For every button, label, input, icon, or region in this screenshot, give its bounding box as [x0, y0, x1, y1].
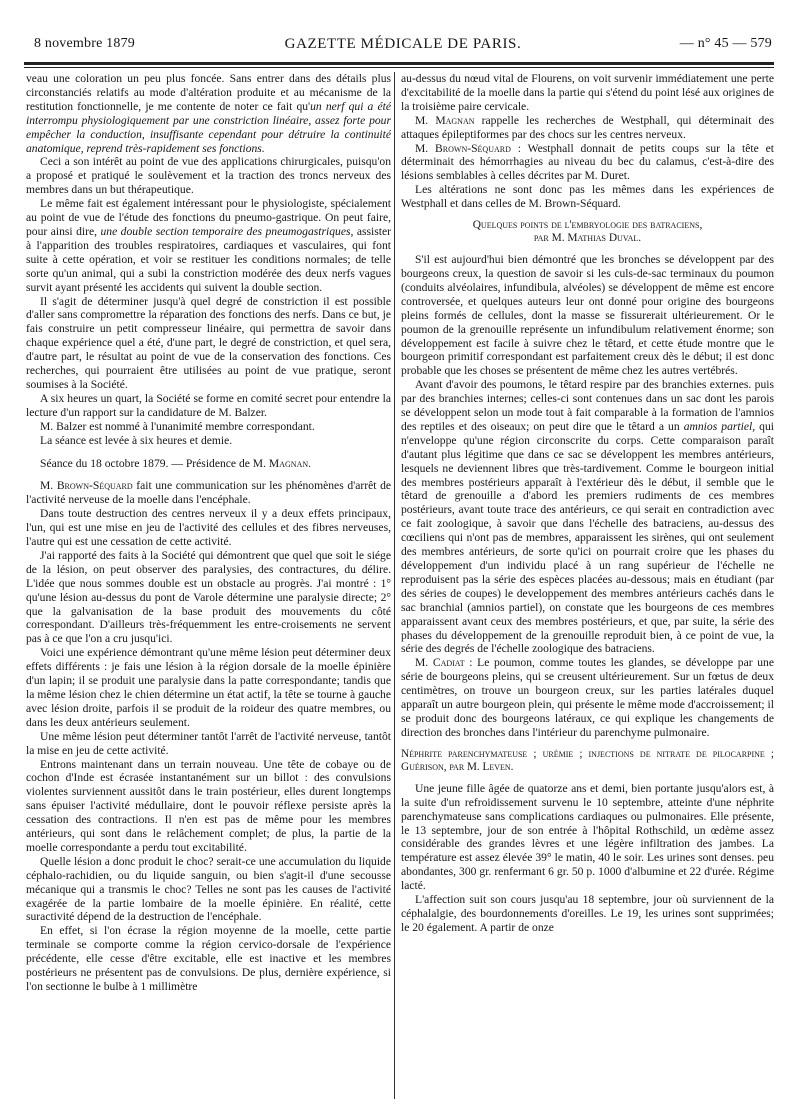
- paragraph: M. Cadiat : Le poumon, comme toutes les glandes, se développe par une série de bourgeons pleins, qui se creusent ultérieurement. Sur un fœtus de deux centimètres, on trouve un bourgeon creux, sur les parties latérales duquel apparaît un autre bourgeon plein, qui présente le même mode d'accroissement; il se produit donc des bourgeons latéraux, ce qui explique les changements de direction des bronches dans l'intérieur du parenchyme pulmonaire.: [401, 656, 774, 739]
- paragraph: M. Brown-Séquard fait une communication sur les phénomènes d'arrêt de l'activité nerveuse de la moelle dans l'encéphale.: [26, 479, 391, 507]
- paragraph: A six heures un quart, la Société se forme en comité secret pour entendre la lecture d'un rapport sur la candidature de M. Balzer.: [26, 391, 391, 419]
- header-date: 8 novembre 1879: [34, 36, 135, 51]
- paragraph: Dans toute destruction des centres nerveux il y a deux effets principaux, l'un, qui est une mise en jeu de l'activité des cellules et des fibres nerveuses, l'autre qui est une cessation de cette activité.: [26, 507, 391, 548]
- paragraph: M. Brown-Séquard : Westphall donnait de petits coups sur la tête et déterminait des hémorrhagies au niveau du bec du calamus, c'est-à-dire des lésions semblables à celles décrites par M. Duret.: [401, 141, 774, 183]
- article-heading: Quelques points de l'embryologie des batraciens, par M. Mathias Duval.: [472, 219, 703, 245]
- paragraph: Voici une expérience démontrant qu'une même lésion peut déterminer deux effets différents : je fais une lésion à la région dorsale de la moelle épinière d'un lapin; il se produit une paralysie dans la patte correspondante; tandis que la même lésion chez le chien détermine un état actif, la tête se tourne à gauche avec lésion droite, parfois il se produit de la roideur des quatre membres, ou dans les deux antérieurs seulement.: [26, 646, 391, 729]
- right-column: [401, 72, 774, 1101]
- paragraph: La séance est levée à six heures et demie.: [40, 433, 233, 447]
- header-rule-thick: [24, 62, 774, 65]
- column-divider: [394, 72, 395, 1099]
- header-rule-thin: [24, 67, 774, 68]
- paragraph: S'il est aujourd'hui bien démontré que les bronches se développent par des bourgeons creux, la question de savoir si les culs-de-sac terminaux du poumon (conduits alvéolaires, infundibula, alvéoles) se développent de même est encore controversée, et quelques auteurs leur ont donné pour origine des bourgeons pleins formés de cellules, dont la masse se fissurerait ultérieurement. Or le poumon de la grenouille représente un infundibulum relativement énorme; son développement est facile à suivre chez le têtard, et cette étude montre que le bourgeon primitif correspondant est parfaitement creux dès le début; il est donc probable que les choses se présentent de même chez les autres vertébrés.: [401, 253, 774, 378]
- paragraph: Les altérations ne sont donc pas les mêmes dans les expériences de Westphall et dans celles de M. Brown-Séquard.: [401, 183, 774, 211]
- page-header: [34, 36, 772, 58]
- paragraph: veau une coloration un peu plus foncée. Sans entrer dans des détails plus circonstanciés relatifs au mode d'altération produite et au mécanisme de la restitution fonctionnelle, je me contente de noter ce fait qu'un nerf qui a été interrompu physiologiquement par une constriction linéaire, assez forte pour empêcher la conduction, insuffisante cependant pour détruire la continuité anatomique, reprend très-rapidement ses fonctions.: [26, 72, 391, 155]
- left-column: [26, 72, 391, 1101]
- paragraph: Une jeune fille âgée de quatorze ans et demi, bien portante jusqu'alors est, à la suite d'un refroidissement survenu le 10 septembre, atteinte d'une néphrite parenchymateuse sans complications cardiaques ou pulmonaires. Elle présente, le 13 septembre, jour de son entrée à l'hôpital Rothschild, un œdème assez considérable des grandes lèvres et une légère infiltration des jambes. La température est assez élevée 39° le matin, 40 le soir. Les urines sont denses. peu abondantes, 300 gr. renfermant 6 gr. 50 p. 1000 d'albumine et 22 d'urée. Régime lacté.: [401, 781, 774, 893]
- paragraph: M. Magnan rappelle les recherches de Westphall, qui déterminait des attaques épileptiformes par des chocs sur les centres nerveux.: [401, 113, 774, 141]
- paragraph: au-dessus du nœud vital de Flourens, on voit survenir immédiatement une perte d'excitabilité de la moelle dans la partie qui s'étend du point lésé aux origines de la troisième paire cervicale.: [401, 72, 774, 113]
- paragraph: Entrons maintenant dans un terrain nouveau. Une tête de cobaye ou de cochon d'Inde est écrasée instantanément sur un billot : des convulsions violentes surviennent aussitôt dans le train postérieur, elles durent longtemps sans épuiser l'activité médullaire, dont le pouvoir réflexe persiste après la cessation des contractions. Il n'en est pas de même pour les membres antérieurs, qui sont dans le relâchement complet; de plus, la partie de la moelle correspondante a perdu tout excitabilité.: [26, 757, 391, 854]
- paragraph: Il s'agit de déterminer jusqu'à quel degré de constriction il est possible d'aller sans compromettre la réparation des fonctions des nerfs. Dans ce but, je fais construire un petit compresseur linéaire, qui permettra de savoir dans chaque expérience quel a été, d'une part, le degré de constriction, et quel sera, d'autre part, le résultat au point de vue de la conservation des fonctions. Ces recherches, qui pourraient être utilisées au point de vue pratique, seront soumises à la Société.: [26, 294, 391, 391]
- paragraph: Le même fait est également intéressant pour le physiologiste, spécialement au point de vue de l'étude des fonctions du pneumo-gastrique. On peut faire, pour ainsi dire, une double section temporaire des pneumogastriques, assister à l'apparition des troubles respiratoires, cardiaques et vasculaires, qui font suite à cette opération, et voir se restituer les conditions normales; de telle sorte qu'un animal, qui a subi la constriction modérée des deux nerfs vagues survit ayant présenté les accidents qui suivent la double section.: [26, 197, 391, 294]
- paragraph: J'ai rapporté des faits à la Société qui démontrent que quel que soit le siége de la lésion, on peut observer des paralysies, des contractures, du délire. L'idée que nous sommes double est un obstacle au progrès. J'ai montré : 1° qu'une lésion au-dessus du pont de Varole détermine une paralysie directe; 2° que la galvanisation de la base produit des mouvements du côté correspondant. D'ailleurs très-fréquemment les entre-croisements ne servent pas à ce que l'on a cru jusqu'ici.: [26, 548, 391, 646]
- paragraph: Ceci a son intérêt au point de vue des applications chirurgicales, puisqu'on a proposé et pratiqué le soulèvement et la traction des troncs nerveux des membres dans un but thérapeutique.: [26, 155, 391, 197]
- article-heading: Néphrite parenchymateuse ; urémie ; injections de nitrate de pilocarpine ; Guérison, par M. Leven.: [401, 747, 774, 773]
- paragraph: Avant d'avoir des poumons, le têtard respire par des branchies externes. puis par des branchies internes; celles-ci sont contenues dans un sac dont les parois se développent selon un mode tout à fait comparable à la formation de l'amnios des reptiles et des oiseaux; on peut dire que le têtard a un amnios partiel, qui n'enveloppe qu'une région circonscrite du corps. Cette comparaison paraît d'autant plus légitime que dans ce sac se développent les membres antérieurs, lesquels ne deviennent libres que très-tardivement. Comme le bourgeon initial des membres postérieurs apparaît à l'extérieur dès le début, il semble que le têtard de grenouille a d'abord les premiers rudiments de ces membres postérieurs, avant toute trace des antérieurs, ce qui serait en contradiction avec ce fait zoologique, à savoir que dans l'échelle des batraciens, au-dessus des cœciliens qui n'ont pas de membres, apparaissent les sirènes, qui ont seulement des membres antérieurs, de sorte qu'ici on pourrait croire que les phases du développement d'un individu placé à un rang supérieur de l'échelle ne reproduisent pas la série des espèces placées au-dessous; mais en étudiant (par des séries de coupes) le developpement des membres antérieurs cachés dans le sac branchial (amnios partiel), on constate que les bourgeons de ces membres apparaissent avant ceux des membres postérieurs, et que, par suite, la série des phases du développement de la grenouille reproduit bien, à ce point de vue, la série des degrés de l'échelle zoologique des batraciens.: [401, 378, 774, 656]
- paragraph: M. Balzer est nommé à l'unanimité membre correspondant.: [40, 419, 315, 433]
- paragraph: L'affection suit son cours jusqu'au 18 septembre, jour où surviennent de la céphalalgie, des bourdonnements d'oreilles. Le 19, les urines sont supprimées; le 20 également. A partir de onze: [401, 893, 774, 934]
- header-page-number: — n° 45 — 579: [679, 36, 772, 51]
- paragraph: Une même lésion peut déterminer tantôt l'arrêt de l'activité nerveuse, tantôt la mise en jeu de cette activité.: [26, 729, 391, 757]
- paragraph: Quelle lésion a donc produit le choc? serait-ce une accumulation du liquide céphalo-rachidien, ou du liquide sanguin, ou bien s'agit-il d'une secousse mécanique qui a transmis le choc? Telles ne sont pas les causes de l'activité exagérée de la partie lombaire de la moelle épinière. En réalité, cette suractivité dépend de la destruction de l'encéphale.: [26, 854, 391, 924]
- session-heading: Séance du 18 octobre 1879. — Présidence de M. Magnan.: [40, 457, 312, 471]
- header-title: GAZETTE MÉDICALE DE PARIS.: [284, 36, 522, 52]
- paragraph: En effet, si l'on écrase la région moyenne de la moelle, cette partie terminale se comporte comme la région cervico-dorsale de l'expérience précédente, elle cesse d'être excitable, elle est inactive et les membres postérieurs ne présentent pas de convulsions. De plus, dernière expérience, si l'on sectionne le bulbe à 1 millimètre: [26, 924, 391, 993]
